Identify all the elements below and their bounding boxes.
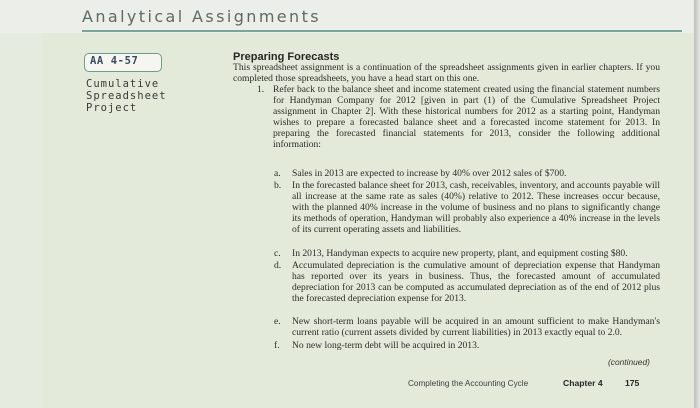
subitem-f-text: No new long-term debt will be acquired in 2013.: [292, 340, 480, 351]
subitem-f-marker: f.: [274, 340, 280, 351]
subitem-d-marker: d.: [274, 260, 282, 271]
item-1-marker: 1.: [257, 84, 265, 95]
page-edge-shadow: [694, 0, 700, 408]
item-1-text: Refer back to the balance sheet and income statement created using the financial statement numbers for Handyman Company for 2012 [given in part (1) of the Cumulative Spreadsheet Project assignment in Chapter 2]. With these historical numbers for 2012 as a starting point, Handyman wishes to prepare a forecasted balance sheet and a forecasted income statement for 2013. In preparing the forecasted financial statements for 2013, consider the following additional information:: [273, 84, 660, 150]
subitem-e-marker: e.: [274, 316, 281, 327]
continued-note: (continued): [608, 357, 650, 367]
subitem-c-text: In 2013, Handyman expects to acquire new property, plant, and equipment costing $80.: [292, 248, 628, 259]
sidebar-label-line-3: Project: [86, 102, 138, 114]
assignment-badge: [84, 53, 162, 72]
footer-page-number: 175: [625, 378, 640, 388]
sidebar-label-line-1: Cumulative: [86, 78, 160, 90]
page-header-title: Analytical Assignments: [82, 7, 321, 26]
subitem-b-marker: b.: [274, 180, 282, 191]
section-title: Preparing Forecasts: [233, 51, 340, 63]
subitem-d-text: Accumulated depreciation is the cumulative amount of depreciation expense that Handyman has reported over its years in business. Thus, the forecasted amount of accumulated depreciation for 2013 can be computed as accumulated depreciation as of the end of 2012 plus the forecasted depreciation expense for 2013.: [292, 260, 660, 304]
assignment-number: AA 4-57: [90, 55, 139, 67]
footer-chapter-label: Chapter 4: [563, 378, 603, 388]
subitem-e-text: New short-term loans payable will be acquired in an amount sufficient to make Handyman's current ratio (current assets divided by current liabilities) in 2013 exactly equal to 2.0.: [292, 316, 660, 338]
subitem-a-marker: a.: [274, 168, 281, 179]
intro-paragraph: This spreadsheet assignment is a continuation of the spreadsheet assignments given in earlier chapters. If you completed those spreadsheets, you have a head start on this one.: [233, 62, 660, 84]
header-divider: [82, 30, 682, 32]
subitem-b-text: In the forecasted balance sheet for 2013, cash, receivables, inventory, and accounts payable will all increase at the same rate as sales (40%) relative to 2012. These increases occur because, with the planned 40% increase in the volume of business and no plans to significantly change its methods of operation, Handyman will probably also experience a 40% increase in the levels of its current operating assets and liabilities.: [292, 180, 660, 235]
sidebar-label-line-2: Spreadsheet: [86, 90, 167, 102]
subitem-c-marker: c.: [274, 248, 281, 259]
footer-section-title: Completing the Accounting Cycle: [408, 379, 529, 388]
subitem-a-text: Sales in 2013 are expected to increase by 40% over 2012 sales of $700.: [292, 168, 567, 179]
